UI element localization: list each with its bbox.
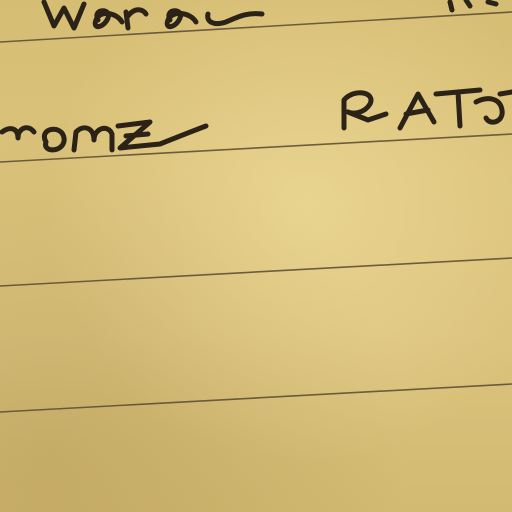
handwritten-word-top-right bbox=[450, 0, 496, 10]
handwritten-word-middle-left bbox=[2, 122, 206, 150]
handwritten-word-top-left bbox=[44, 2, 262, 28]
handwritten-word-middle-right bbox=[344, 90, 512, 128]
word-rat bbox=[0, 0, 1, 1]
